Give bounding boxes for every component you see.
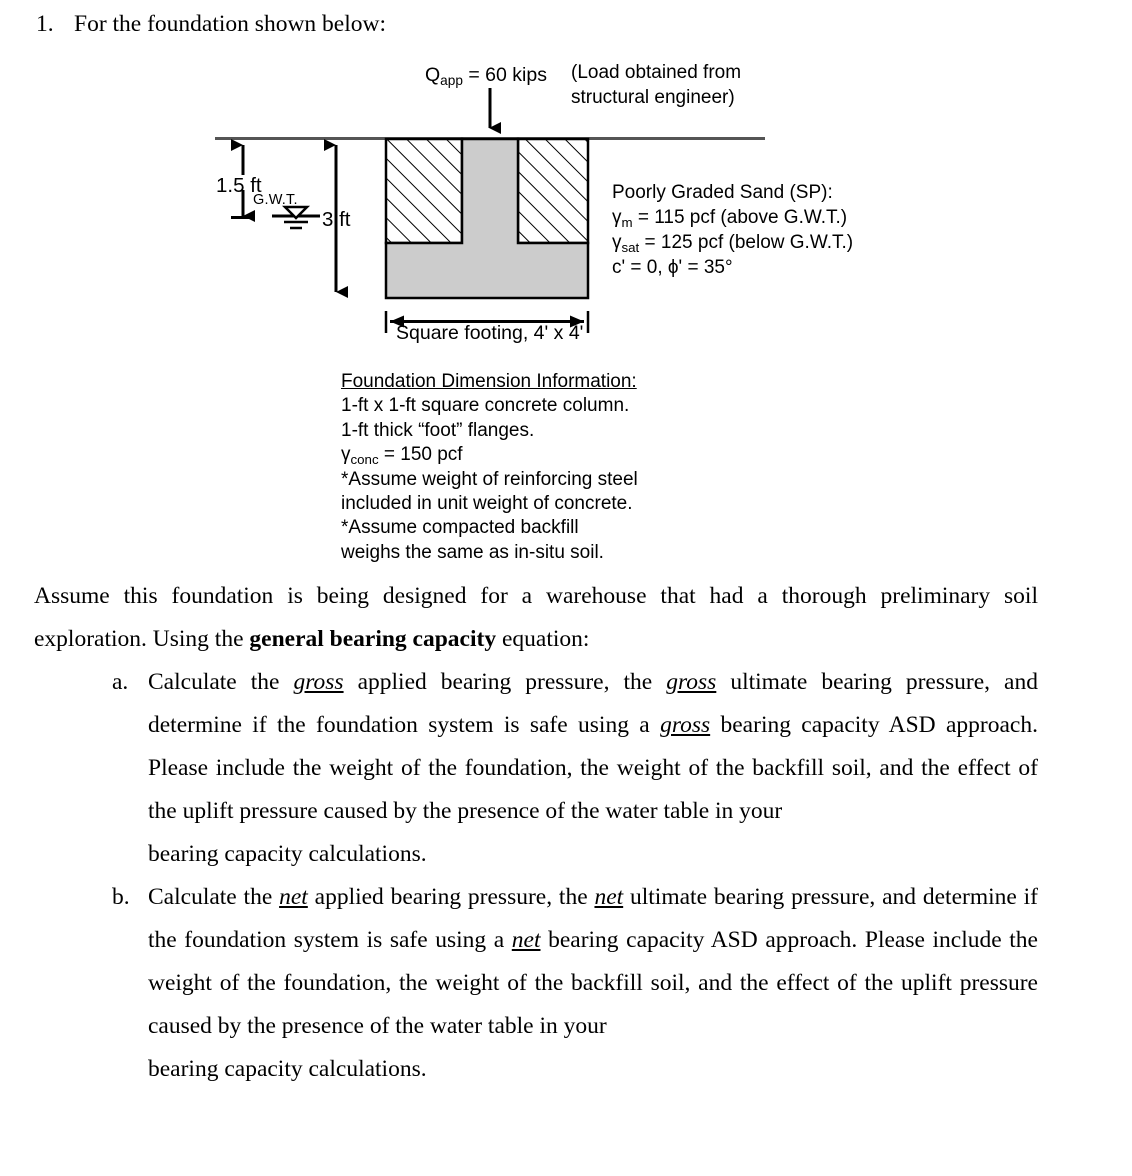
problem-body <box>34 575 1038 1091</box>
gwt-text-label: G.W.T. <box>253 192 298 208</box>
list-item-marker: a. <box>112 669 129 695</box>
page-title <box>36 10 1036 39</box>
dimension-info-line-1: 1-ft thick “foot” flanges. <box>341 419 535 441</box>
intro-text-part-1: Assume this foundation is being designed for a warehouse that had a thorough preliminary soil exploration. Using the <box>34 583 1038 652</box>
item-text-2: applied bearing pressure, the <box>343 669 667 695</box>
item-text-1: Calculate the <box>148 669 294 695</box>
list-item-marker: b. <box>112 884 130 910</box>
intro-paragraph <box>34 575 1038 661</box>
intro-bold-term: general bearing capacity <box>249 626 497 652</box>
foundation-diagram <box>0 50 1132 570</box>
item-emphasis-1: net <box>279 884 308 910</box>
item-emphasis-3: net <box>511 927 541 953</box>
problem-heading-text: For the foundation shown below: <box>74 11 386 37</box>
problem-number: 1. <box>36 11 54 37</box>
item-text-4: bearing capacity ASD approach. Please include the weight of the foundation, the weight of the backfill soil, and the effect of the uplift pressure caused by the presence of the water table in your <box>148 712 1038 824</box>
item-last-line: bearing capacity calculations. <box>148 1056 427 1082</box>
item-text-3: ultimate bearing pressure, and determine if the foundation system is safe using a <box>148 884 1038 953</box>
soil-strength-params: c' = 0, ϕ' = 35° <box>612 257 733 279</box>
footing-size-caption: Square footing, 4' x 4' <box>396 322 584 344</box>
item-text-2: applied bearing pressure, the <box>307 884 595 910</box>
item-text-4: bearing capacity ASD approach. Please include the weight of the foundation, the weight of the backfill soil, and the effect of the uplift pressure caused by the presence of the water table in your <box>148 927 1038 1039</box>
item-last-line: bearing capacity calculations. <box>148 841 427 867</box>
soil-title: Poorly Graded Sand (SP): <box>612 182 833 203</box>
list-item <box>34 661 1038 876</box>
backfill-hatch-left <box>386 139 462 243</box>
intro-text-part-2: equation: <box>496 626 590 652</box>
dimension-info-header: Foundation Dimension Information: <box>341 371 637 392</box>
groundwater-table-symbol <box>272 207 320 228</box>
applied-load-note: (Load obtained from structural engineer) <box>571 62 742 109</box>
depth-to-gwt-label: 1.5 ft <box>216 174 262 197</box>
item-text-1: Calculate the <box>148 884 280 910</box>
item-emphasis-2: gross <box>666 669 717 695</box>
item-emphasis-2: net <box>594 884 624 910</box>
applied-load-label: $Q_{app} = 60$ kips <box>425 64 547 88</box>
dimension-info-note-3: weighs the same as in-situ soil. <box>341 541 604 563</box>
dimension-info-line-0: 1-ft x 1-ft square concrete column. <box>341 395 630 417</box>
item-emphasis-1: gross <box>293 669 344 695</box>
soil-gamma-sat: $\gamma_{sat} = 125$ pcf (below G.W.T.) <box>612 232 854 255</box>
foundation-dimension-info <box>341 370 638 565</box>
soil-properties-block <box>612 180 853 280</box>
depth-to-base-label: 3 ft <box>322 208 351 231</box>
item-emphasis-3: gross <box>660 712 711 738</box>
item-text-3: ultimate bearing pressure, and determine if the foundation system is safe using a <box>148 669 1038 738</box>
dimension-info-note-1: included in unit weight of concrete. <box>341 493 633 515</box>
backfill-hatch-right <box>518 139 588 243</box>
dimension-info-note-2: *Assume compacted backfill <box>341 517 579 539</box>
gamma-concrete: $\gamma_{conc} = 150$ pcf <box>341 444 463 467</box>
list-item <box>34 876 1038 1091</box>
dimension-info-note-0: *Assume weight of reinforcing steel <box>341 468 638 490</box>
soil-gamma-moist: $\gamma_m = 115$ pcf (above G.W.T.) <box>612 207 848 230</box>
